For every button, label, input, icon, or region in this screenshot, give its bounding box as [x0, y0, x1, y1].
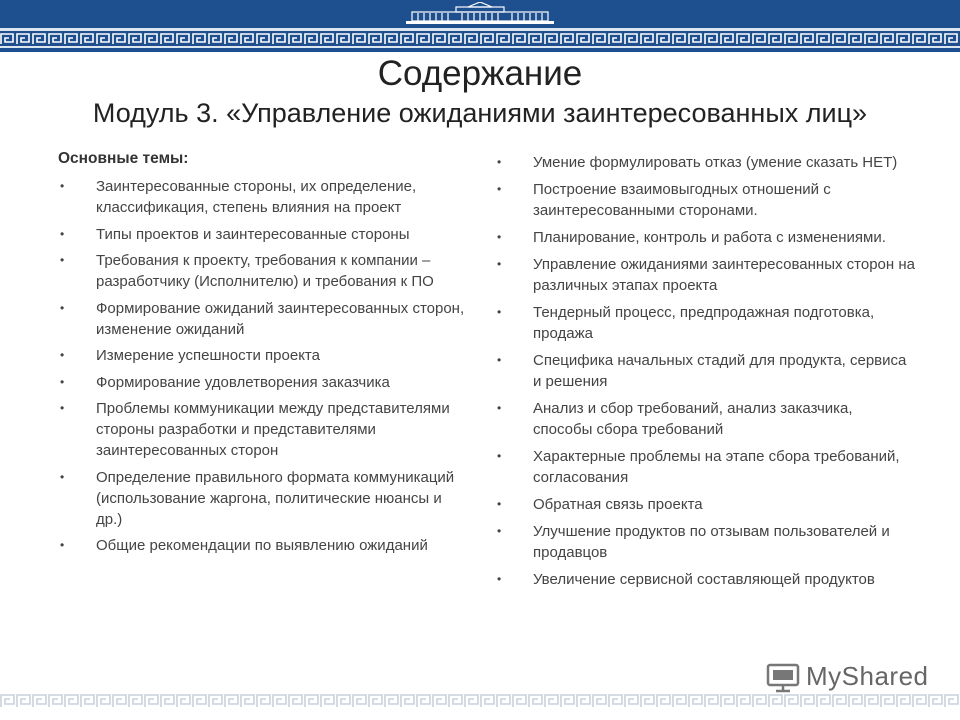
list-item-text: Планирование, контроль и работа с изменениями. [533, 229, 886, 246]
list-item [495, 227, 915, 248]
list-item-text: Формирование удовлетворения заказчика [96, 373, 390, 391]
list-item [58, 224, 468, 245]
list-item-text: Анализ и сбор требований, анализ заказчика, способы сбора требований [533, 400, 853, 438]
list-item [495, 179, 915, 221]
list-item-text: Определение правильного формата коммуникаций (использование жаргона, политические нюансы и др.) [96, 468, 455, 528]
bullet-icon: • [497, 401, 502, 415]
bullet-icon: • [497, 572, 502, 586]
list-item-text: Обратная связь проекта [533, 496, 703, 513]
page-subtitle: Модуль 3. «Управление ожиданиями заинтересованных лиц» [92, 98, 868, 128]
list-item [495, 152, 915, 173]
list-item [58, 345, 468, 366]
list-item [58, 176, 468, 218]
list-item [58, 250, 468, 292]
bullet-icon: • [497, 353, 502, 367]
topic-list-right [495, 152, 915, 590]
list-item [495, 350, 915, 392]
list-item-text: Управление ожиданиями заинтересованных сторон на различных этапах проекта [533, 256, 915, 294]
watermark [766, 656, 929, 696]
bullet-icon: • [60, 401, 65, 415]
bullet-icon: • [497, 497, 502, 511]
bullet-icon: • [60, 179, 65, 193]
bullet-icon: • [60, 253, 65, 267]
list-item [495, 302, 915, 344]
list-item [495, 446, 915, 488]
bullet-icon: • [497, 524, 502, 538]
list-item-text: Типы проектов и заинтересованные стороны [96, 225, 410, 243]
left-column [58, 148, 468, 562]
list-item-text: Характерные проблемы на этапе сбора требований, согласования [533, 448, 900, 486]
projector-icon [766, 659, 800, 693]
list-item-text: Требования к проекту, требования к компании – разработчику (Исполнителю) и требования к ПО [96, 252, 434, 290]
list-item-text: Измерение успешности проекта [96, 347, 320, 364]
list-item [58, 535, 468, 556]
bullet-icon: • [60, 469, 65, 484]
bullet-icon: • [497, 230, 502, 244]
list-item-text: Тендерный процесс, предпродажная подготовка, продажа [533, 304, 875, 342]
list-item-text: Проблемы коммуникации между представителями стороны разработки и представителями заинтересованных сторон [96, 400, 450, 459]
list-item [58, 467, 468, 530]
meander-border [0, 694, 960, 708]
list-item-text: Заинтересованные стороны, их определение, классификация, степень влияния на проект [96, 178, 417, 216]
section-heading: Основные темы: [58, 150, 189, 167]
list-item [495, 521, 915, 563]
bullet-icon: • [497, 257, 502, 271]
bullet-icon: • [60, 348, 65, 362]
list-item [58, 372, 468, 393]
watermark-text: MyShared [806, 660, 929, 691]
list-item-text: Улучшение продуктов по отзывам пользователей и продавцов [533, 523, 890, 561]
bullet-icon: • [497, 449, 502, 463]
bullet-icon: • [60, 538, 65, 552]
meander-border [0, 33, 960, 45]
top-banner [0, 0, 960, 52]
list-item-text: Увеличение сервисной составляющей продуктов [533, 571, 875, 588]
bullet-icon: • [497, 305, 502, 319]
list-item-text: Построение взаимовыгодных отношений с заинтересованными сторонами. [533, 181, 831, 219]
page-title: Содержание [377, 54, 583, 93]
list-item [495, 569, 915, 590]
list-item [58, 398, 468, 461]
bullet-icon: • [60, 300, 65, 315]
list-item-text: Формирование ожиданий заинтересованных сторон, изменение ожиданий [96, 299, 465, 338]
right-column [495, 152, 915, 596]
topic-list-left [58, 176, 468, 556]
bullet-icon: • [497, 182, 502, 196]
building-icon [406, 2, 554, 26]
list-item-text: Умение формулировать отказ (умение сказать НЕТ) [533, 154, 898, 171]
bullet-icon: • [497, 155, 502, 169]
list-item-text: Специфика начальных стадий для продукта, сервиса и решения [533, 352, 907, 390]
list-item [58, 298, 468, 340]
bullet-icon: • [60, 226, 65, 241]
bullet-icon: • [60, 374, 65, 389]
banner-stripe [0, 28, 960, 31]
list-item-text: Общие рекомендации по выявлению ожиданий [96, 537, 428, 554]
list-item [495, 398, 915, 440]
banner-stripe [0, 46, 960, 48]
list-item [495, 494, 915, 515]
list-item [495, 254, 915, 296]
